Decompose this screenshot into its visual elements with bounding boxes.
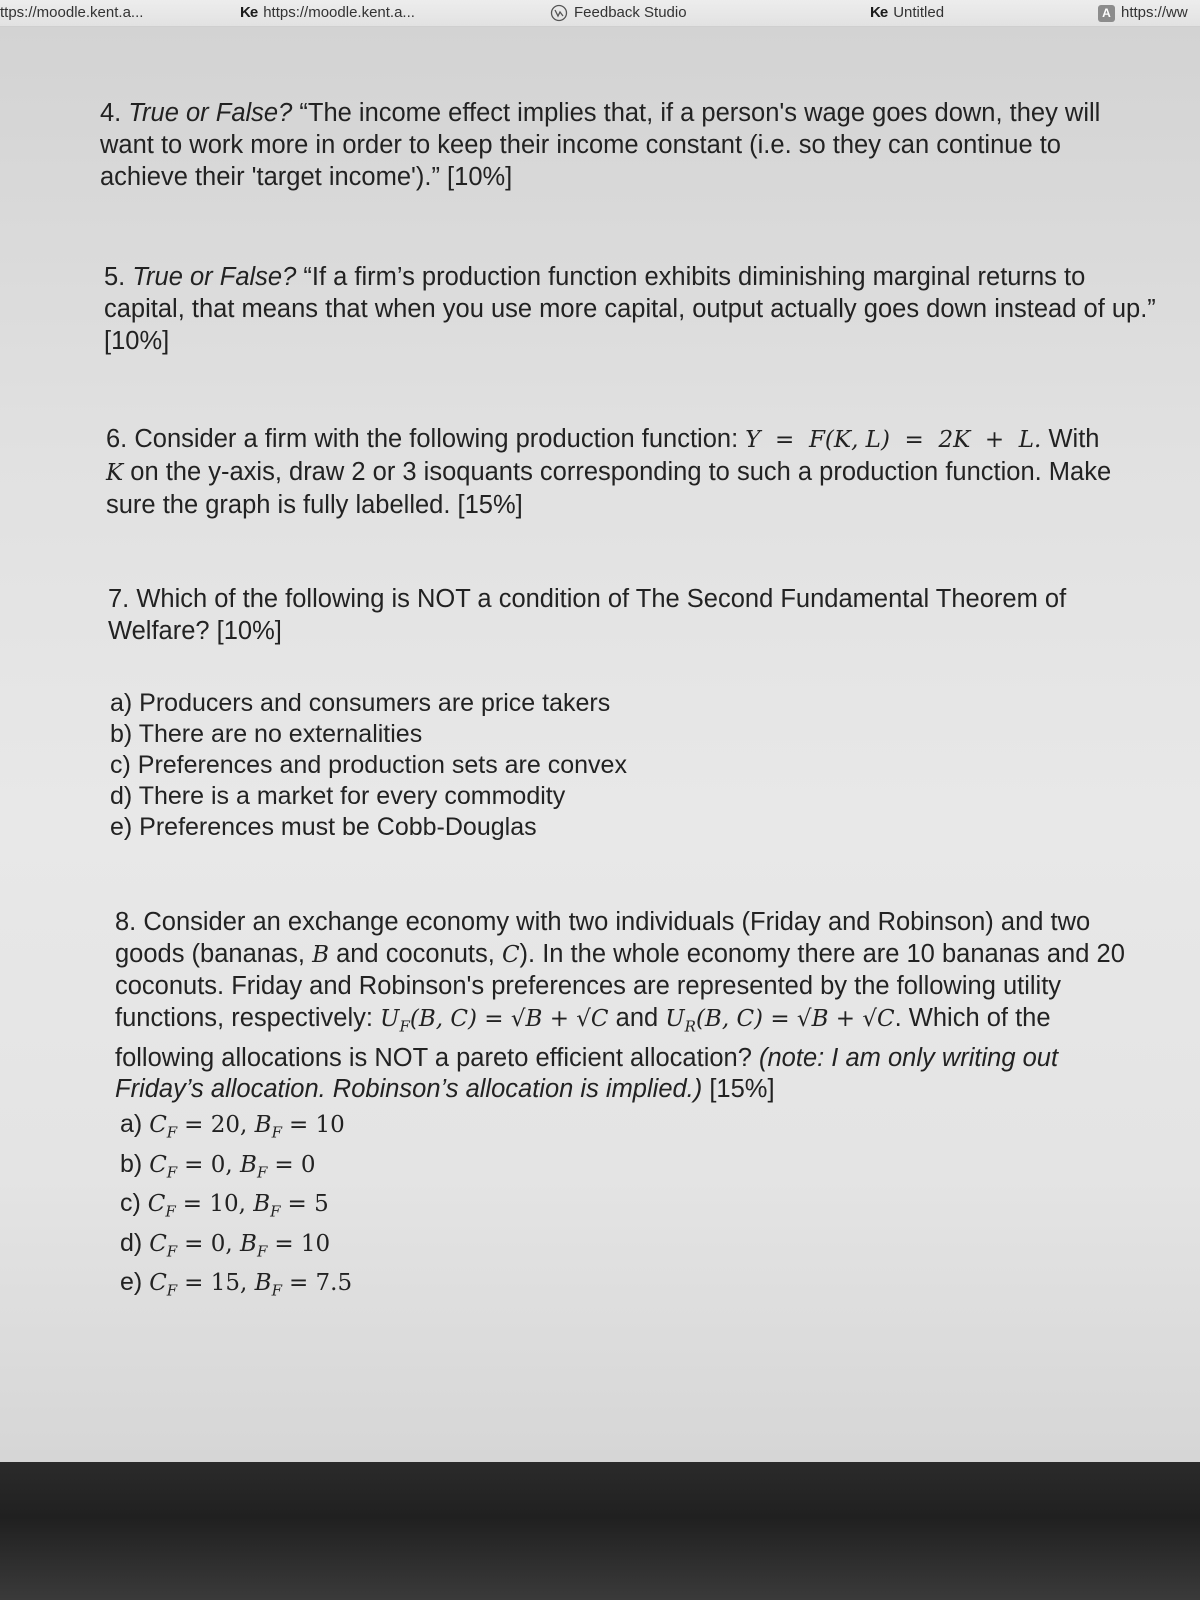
bookmark-feedback-studio[interactable]: Feedback Studio (550, 3, 687, 23)
option-e: e) Preferences must be Cobb-Douglas (110, 813, 537, 841)
production-function: Y = F(K, L) = 2K + L. (745, 427, 1042, 453)
allocation-d: d) $C_F = 0$, $B_F = 10$ (120, 1228, 331, 1261)
question-4: 4. True or False? “The income effect implies that, if a person's wage goes down, they will want to work more in order to keep their income constant (i.e. so they can continue to achieve their 'target income').” [10%] (100, 99, 1101, 191)
bookmark-https[interactable]: A https://ww (1098, 3, 1188, 23)
feedback-studio-icon (550, 4, 568, 22)
question-7: 7. Which of the following is NOT a condition of The Second Fundamental Theorem of Welfare? [10%] (108, 585, 1067, 645)
question-8: 8. Consider an exchange economy with two individuals (Friday and Robinson) and two goods (bananas, B and coconuts, C). In the whole economy there are 10 bananas and 20 coconuts. Friday and Robinson's preferences are represented by the following utility functions, respectively: $U_F(B$, C) = √B + √C and $U_R(B$, C) = √B + √C. Which of the following allocations is NOT a pareto efficient allocation? (note: I am only writing out Friday’s allocation. Robinson’s allocation is implied.) [15%] (115, 908, 1125, 1104)
monitor-bezel (0, 1462, 1200, 1600)
option-d: d) There is a market for every commodity (110, 782, 566, 810)
question-7-options (110, 688, 627, 843)
site-a-icon: A (1098, 5, 1115, 22)
option-c: c) Preferences and production sets are convex (110, 751, 627, 779)
bookmark-moodle-1[interactable]: ttps://moodle.kent.a... (0, 4, 144, 21)
document-page (0, 27, 1200, 1462)
question-8-options (120, 1109, 352, 1307)
question-5: 5. True or False? “If a firm’s production function exhibits diminishing marginal returns to capital, that means that when you use more capital, output actually goes down instead of up.” [10%] (104, 263, 1156, 355)
utility-robinson: $U_R(B$, C) = √B + √C (665, 1005, 895, 1036)
option-b: b) There are no externalities (110, 720, 423, 748)
utility-friday: $U_F(B$, C) = √B + √C (380, 1005, 609, 1036)
allocation-a: a) $C_F = 20$, $B_F = 10$ (120, 1110, 345, 1142)
bookmark-untitled[interactable]: Ke Untitled (870, 4, 945, 21)
bookmark-moodle-2[interactable]: Ke https://moodle.kent.a... (240, 4, 415, 21)
allocation-b: b) $C_F = 0$, $B_F = 0$ (120, 1149, 316, 1182)
kent-logo-icon: Ke (240, 4, 258, 21)
question-6: 6. Consider a firm with the following production function: Y = F(K, L) = 2K + L. With K on the y-axis, draw 2 or 3 isoquants corresponding to such a production function. Make sure the graph is fully labelled. [15%] (106, 425, 1112, 519)
kent-logo-icon: Ke (870, 4, 888, 21)
allocation-c: c) $C_F = 10$, $B_F = 5$ (120, 1189, 329, 1221)
option-a: a) Producers and consumers are price takers (110, 689, 611, 717)
allocation-e: e) $C_F = 15$, $B_F = 7.5$ (120, 1268, 353, 1300)
bookmarks-bar (0, 0, 1200, 27)
